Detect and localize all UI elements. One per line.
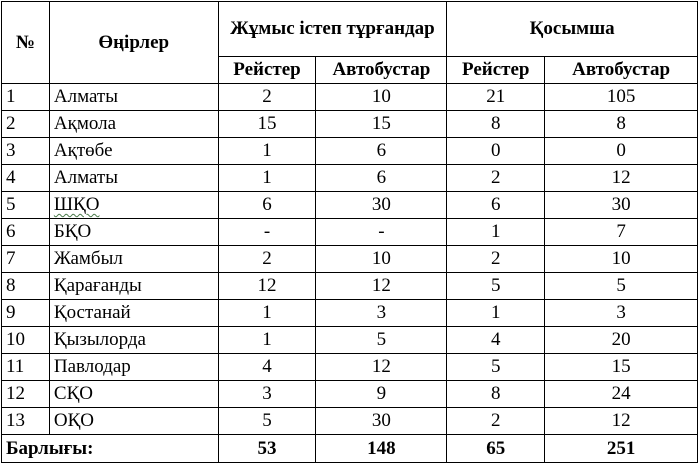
row-additional-buses: 3 <box>545 300 698 327</box>
row-number: 10 <box>2 327 50 354</box>
row-working-buses: 12 <box>316 273 447 300</box>
row-working-buses: 5 <box>316 327 447 354</box>
regional-bus-table <box>1 1 698 463</box>
row-working-trips: 4 <box>218 354 316 381</box>
row-region <box>49 192 218 219</box>
row-additional-trips: 5 <box>447 273 545 300</box>
row-working-buses: 6 <box>316 138 447 165</box>
table-row <box>2 192 698 219</box>
row-working-buses: 30 <box>316 192 447 219</box>
row-region: Ақтөбе <box>49 138 218 165</box>
row-number: 2 <box>2 111 50 138</box>
row-number: 1 <box>2 84 50 111</box>
row-number: 6 <box>2 219 50 246</box>
row-region: Ақмола <box>49 111 218 138</box>
row-additional-buses: 8 <box>545 111 698 138</box>
row-additional-trips: 8 <box>447 381 545 408</box>
row-region: Қарағанды <box>49 273 218 300</box>
total-row <box>2 435 698 463</box>
row-additional-buses: 7 <box>545 219 698 246</box>
table-row <box>2 381 698 408</box>
table-row <box>2 327 698 354</box>
row-additional-buses: 24 <box>545 381 698 408</box>
row-working-buses: 30 <box>316 408 447 435</box>
total-additional-trips: 65 <box>447 435 545 463</box>
row-additional-trips: 8 <box>447 111 545 138</box>
row-region: ОҚО <box>49 408 218 435</box>
total-label: Барлығы: <box>2 435 219 463</box>
row-region: Алматы <box>49 84 218 111</box>
header-region: Өңірлер <box>49 2 218 84</box>
row-additional-buses: 12 <box>545 408 698 435</box>
row-additional-trips: 1 <box>447 300 545 327</box>
row-region: Жамбыл <box>49 246 218 273</box>
row-working-trips: 1 <box>218 165 316 192</box>
row-working-trips: 12 <box>218 273 316 300</box>
row-additional-trips: 2 <box>447 408 545 435</box>
row-working-buses: - <box>316 219 447 246</box>
row-working-buses: 10 <box>316 246 447 273</box>
row-additional-trips: 1 <box>447 219 545 246</box>
header-working-trips: Рейстер <box>218 57 316 84</box>
row-region: Павлодар <box>49 354 218 381</box>
row-additional-buses: 30 <box>545 192 698 219</box>
row-additional-buses: 12 <box>545 165 698 192</box>
row-number: 9 <box>2 300 50 327</box>
header-additional-trips: Рейстер <box>447 57 545 84</box>
total-additional-buses: 251 <box>545 435 698 463</box>
row-additional-buses: 0 <box>545 138 698 165</box>
row-additional-trips: 4 <box>447 327 545 354</box>
row-region: Қостанай <box>49 300 218 327</box>
table-row <box>2 165 698 192</box>
row-working-trips: 1 <box>218 300 316 327</box>
table-row <box>2 300 698 327</box>
header-additional: Қосымша <box>447 2 698 57</box>
row-working-trips: 5 <box>218 408 316 435</box>
row-working-trips: - <box>218 219 316 246</box>
total-working-trips: 53 <box>218 435 316 463</box>
row-additional-buses: 15 <box>545 354 698 381</box>
row-number: 8 <box>2 273 50 300</box>
row-additional-trips: 2 <box>447 165 545 192</box>
table-row <box>2 111 698 138</box>
row-region: СҚО <box>49 381 218 408</box>
row-working-buses: 10 <box>316 84 447 111</box>
total-working-buses: 148 <box>316 435 447 463</box>
row-working-buses: 6 <box>316 165 447 192</box>
row-working-buses: 15 <box>316 111 447 138</box>
row-region: Қызылорда <box>49 327 218 354</box>
row-additional-trips: 0 <box>447 138 545 165</box>
row-working-buses: 12 <box>316 354 447 381</box>
row-number: 13 <box>2 408 50 435</box>
row-additional-trips: 6 <box>447 192 545 219</box>
table-row <box>2 246 698 273</box>
row-working-trips: 2 <box>218 84 316 111</box>
row-region: БҚО <box>49 219 218 246</box>
table-row <box>2 408 698 435</box>
row-additional-buses: 10 <box>545 246 698 273</box>
row-additional-trips: 21 <box>447 84 545 111</box>
header-number: № <box>2 2 50 84</box>
row-working-trips: 6 <box>218 192 316 219</box>
row-number: 5 <box>2 192 50 219</box>
header-additional-buses: Автобустар <box>545 57 698 84</box>
row-number: 11 <box>2 354 50 381</box>
table-row <box>2 354 698 381</box>
table-row <box>2 138 698 165</box>
row-region: Алматы <box>49 165 218 192</box>
row-working-trips: 15 <box>218 111 316 138</box>
row-number: 3 <box>2 138 50 165</box>
row-number: 4 <box>2 165 50 192</box>
row-working-buses: 9 <box>316 381 447 408</box>
row-number: 7 <box>2 246 50 273</box>
row-additional-buses: 5 <box>545 273 698 300</box>
row-working-trips: 3 <box>218 381 316 408</box>
row-number: 12 <box>2 381 50 408</box>
header-working-buses: Автобустар <box>316 57 447 84</box>
table-row <box>2 273 698 300</box>
row-working-trips: 1 <box>218 327 316 354</box>
row-region-text: ШҚО <box>53 194 100 215</box>
table-row <box>2 84 698 111</box>
row-additional-buses: 20 <box>545 327 698 354</box>
table-row <box>2 219 698 246</box>
header-working: Жұмыс істеп тұрғандар <box>218 2 447 57</box>
row-additional-trips: 5 <box>447 354 545 381</box>
row-additional-trips: 2 <box>447 246 545 273</box>
row-working-trips: 1 <box>218 138 316 165</box>
row-additional-buses: 105 <box>545 84 698 111</box>
row-working-trips: 2 <box>218 246 316 273</box>
table-body <box>2 84 698 463</box>
row-working-buses: 3 <box>316 300 447 327</box>
